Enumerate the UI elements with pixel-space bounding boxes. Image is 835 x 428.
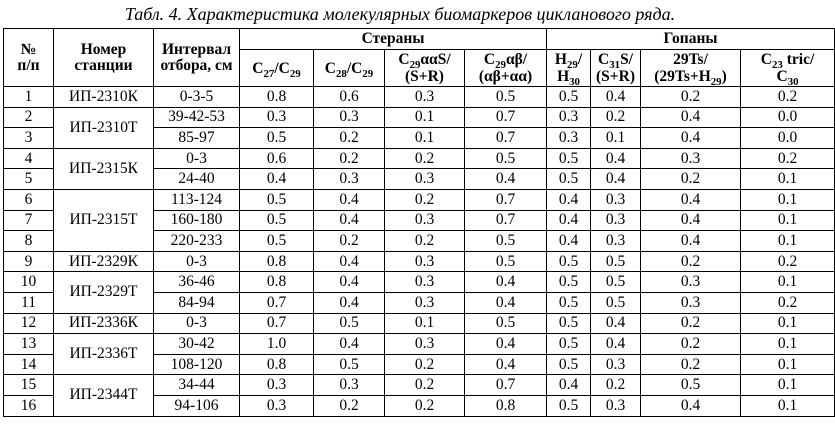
value-cell: 0.2 bbox=[741, 87, 835, 108]
value-cell: 0.4 bbox=[591, 87, 641, 108]
value-cell: 0.4 bbox=[641, 210, 741, 231]
value-cell: 0.2 bbox=[385, 148, 465, 169]
table-row bbox=[4, 251, 835, 272]
value-cell: 0.6 bbox=[240, 148, 314, 169]
biomarker-table bbox=[3, 28, 835, 417]
value-cell: 0.5 bbox=[591, 272, 641, 293]
value-cell: 0.2 bbox=[385, 375, 465, 396]
value-cell: 0.5 bbox=[240, 189, 314, 210]
value-cell: 0.5 bbox=[547, 354, 591, 375]
row-number: 6 bbox=[4, 189, 54, 210]
value-cell: 0.8 bbox=[240, 251, 314, 272]
value-cell: 0.4 bbox=[641, 107, 741, 128]
value-cell: 0.2 bbox=[314, 128, 385, 149]
interval-cell: 24-40 bbox=[154, 169, 240, 190]
value-cell: 0.1 bbox=[741, 334, 835, 355]
value-cell: 0.7 bbox=[240, 313, 314, 334]
value-cell: 0.5 bbox=[547, 292, 591, 313]
value-cell: 0.2 bbox=[591, 375, 641, 396]
table-row bbox=[4, 148, 835, 169]
value-cell: 0.0 bbox=[741, 107, 835, 128]
value-cell: 0.4 bbox=[465, 272, 547, 293]
value-cell: 0.3 bbox=[591, 231, 641, 252]
value-cell: 0.3 bbox=[314, 107, 385, 128]
interval-cell: 160-180 bbox=[154, 210, 240, 231]
table-row bbox=[4, 272, 835, 293]
row-number: 5 bbox=[4, 169, 54, 190]
value-cell: 0.2 bbox=[641, 169, 741, 190]
value-cell: 0.4 bbox=[591, 334, 641, 355]
row-number: 8 bbox=[4, 231, 54, 252]
station-name: ИП-2344Т bbox=[54, 375, 154, 416]
value-cell: 0.3 bbox=[240, 107, 314, 128]
value-cell: 0.3 bbox=[641, 272, 741, 293]
value-cell: 0.8 bbox=[240, 87, 314, 108]
value-cell: 0.5 bbox=[591, 251, 641, 272]
row-number: 1 bbox=[4, 87, 54, 108]
interval-cell: 36-46 bbox=[154, 272, 240, 293]
value-cell: 0.2 bbox=[385, 395, 465, 416]
value-cell: 0.4 bbox=[465, 354, 547, 375]
value-cell: 0.1 bbox=[741, 272, 835, 293]
row-number: 3 bbox=[4, 128, 54, 149]
station-name: ИП-2310Т bbox=[54, 107, 154, 148]
interval-cell: 0-3 bbox=[154, 251, 240, 272]
value-cell: 0.2 bbox=[385, 354, 465, 375]
table-row bbox=[4, 87, 835, 108]
value-cell: 0.2 bbox=[314, 395, 385, 416]
value-cell: 0.5 bbox=[314, 354, 385, 375]
header-sterane-col-3: $C_{29}\alpha\alpha S/$ (S+R) bbox=[385, 50, 465, 87]
station-name: ИП-2315К bbox=[54, 148, 154, 189]
value-cell: 0.5 bbox=[547, 169, 591, 190]
value-cell: 0.3 bbox=[385, 169, 465, 190]
value-cell: 0.3 bbox=[385, 251, 465, 272]
station-name: ИП-2336Т bbox=[54, 334, 154, 375]
value-cell: 0.7 bbox=[465, 128, 547, 149]
value-cell: 0.2 bbox=[314, 148, 385, 169]
row-number: 7 bbox=[4, 210, 54, 231]
value-cell: 0.5 bbox=[240, 231, 314, 252]
value-cell: 0.5 bbox=[591, 292, 641, 313]
row-number: 9 bbox=[4, 251, 54, 272]
station-name: ИП-2336К bbox=[54, 313, 154, 334]
value-cell: 0.3 bbox=[314, 375, 385, 396]
value-cell: 0.5 bbox=[547, 251, 591, 272]
value-cell: 0.4 bbox=[314, 292, 385, 313]
value-cell: 0.4 bbox=[314, 272, 385, 293]
value-cell: 0.2 bbox=[741, 251, 835, 272]
value-cell: 0.4 bbox=[314, 189, 385, 210]
value-cell: 0.2 bbox=[385, 231, 465, 252]
value-cell: 0.8 bbox=[465, 395, 547, 416]
value-cell: 0.3 bbox=[641, 292, 741, 313]
value-cell: 0.4 bbox=[547, 231, 591, 252]
row-number: 4 bbox=[4, 148, 54, 169]
header-hopane-col-3: 29Ts/ $(29Ts+H_{29})$ bbox=[641, 50, 741, 87]
value-cell: 0.3 bbox=[591, 189, 641, 210]
table-row bbox=[4, 334, 835, 355]
value-cell: 0.5 bbox=[465, 251, 547, 272]
value-cell: 0.5 bbox=[240, 210, 314, 231]
value-cell: 0.5 bbox=[547, 313, 591, 334]
station-name: ИП-2329К bbox=[54, 251, 154, 272]
value-cell: 0.4 bbox=[591, 148, 641, 169]
value-cell: 0.1 bbox=[741, 354, 835, 375]
value-cell: 1.0 bbox=[240, 334, 314, 355]
header-station: Номер станции bbox=[54, 29, 154, 87]
value-cell: 0.4 bbox=[314, 251, 385, 272]
table-caption: Табл. 4. Характеристика молекулярных биомаркеров цикланового ряда. bbox=[124, 4, 676, 24]
station-name: ИП-2315Т bbox=[54, 189, 154, 251]
value-cell: 0.5 bbox=[240, 128, 314, 149]
value-cell: 0.2 bbox=[741, 292, 835, 313]
value-cell: 0.2 bbox=[314, 231, 385, 252]
interval-cell: 0-3 bbox=[154, 313, 240, 334]
interval-cell: 84-94 bbox=[154, 292, 240, 313]
station-name: ИП-2329Т bbox=[54, 272, 154, 313]
value-cell: 0.6 bbox=[314, 87, 385, 108]
value-cell: 0.1 bbox=[591, 128, 641, 149]
row-number: 2 bbox=[4, 107, 54, 128]
value-cell: 0.5 bbox=[641, 375, 741, 396]
station-name: ИП-2310К bbox=[54, 87, 154, 108]
value-cell: 0.7 bbox=[465, 210, 547, 231]
value-cell: 0.4 bbox=[591, 313, 641, 334]
interval-cell: 85-97 bbox=[154, 128, 240, 149]
interval-cell: 34-44 bbox=[154, 375, 240, 396]
value-cell: 0.4 bbox=[591, 169, 641, 190]
value-cell: 0.7 bbox=[465, 375, 547, 396]
row-number: 15 bbox=[4, 375, 54, 396]
value-cell: 0.1 bbox=[741, 189, 835, 210]
value-cell: 0.1 bbox=[741, 169, 835, 190]
value-cell: 0.4 bbox=[240, 169, 314, 190]
value-cell: 0.2 bbox=[641, 313, 741, 334]
value-cell: 0.5 bbox=[547, 334, 591, 355]
value-cell: 0.3 bbox=[385, 292, 465, 313]
row-number: 10 bbox=[4, 272, 54, 293]
value-cell: 0.4 bbox=[465, 334, 547, 355]
row-number: 13 bbox=[4, 334, 54, 355]
value-cell: 0.5 bbox=[547, 148, 591, 169]
value-cell: 0.5 bbox=[465, 313, 547, 334]
value-cell: 0.7 bbox=[240, 292, 314, 313]
value-cell: 0.2 bbox=[641, 87, 741, 108]
header-hopane-col-4: $C_{23}$ tric/ $C_{30}$ bbox=[741, 50, 835, 87]
header-interval: Интервал отбора, см bbox=[154, 29, 240, 87]
value-cell: 0.3 bbox=[385, 272, 465, 293]
interval-cell: 0-3-5 bbox=[154, 87, 240, 108]
value-cell: 0.1 bbox=[741, 395, 835, 416]
value-cell: 0.5 bbox=[465, 231, 547, 252]
value-cell: 0.3 bbox=[314, 169, 385, 190]
header-sterane-col-1: $C_{27}/C_{29}$ bbox=[240, 50, 314, 87]
interval-cell: 39-42-53 bbox=[154, 107, 240, 128]
interval-cell: 108-120 bbox=[154, 354, 240, 375]
value-cell: 0.3 bbox=[385, 334, 465, 355]
header-hopane-col-1: $H_{29}/$ $H_{30}$ bbox=[547, 50, 591, 87]
table-row bbox=[4, 313, 835, 334]
value-cell: 0.7 bbox=[465, 107, 547, 128]
row-number: 12 bbox=[4, 313, 54, 334]
value-cell: 0.3 bbox=[641, 148, 741, 169]
interval-cell: 220-233 bbox=[154, 231, 240, 252]
table-row bbox=[4, 375, 835, 396]
value-cell: 0.4 bbox=[465, 292, 547, 313]
header-number: № п/п bbox=[4, 29, 54, 87]
row-number: 14 bbox=[4, 354, 54, 375]
value-cell: 0.0 bbox=[741, 128, 835, 149]
value-cell: 0.4 bbox=[547, 189, 591, 210]
interval-cell: 30-42 bbox=[154, 334, 240, 355]
value-cell: 0.5 bbox=[547, 395, 591, 416]
value-cell: 0.3 bbox=[591, 210, 641, 231]
value-cell: 0.2 bbox=[641, 251, 741, 272]
value-cell: 0.2 bbox=[641, 334, 741, 355]
value-cell: 0.8 bbox=[240, 354, 314, 375]
value-cell: 0.4 bbox=[641, 128, 741, 149]
value-cell: 0.3 bbox=[591, 354, 641, 375]
value-cell: 0.1 bbox=[741, 210, 835, 231]
row-number: 16 bbox=[4, 395, 54, 416]
value-cell: 0.4 bbox=[641, 231, 741, 252]
value-cell: 0.4 bbox=[314, 210, 385, 231]
value-cell: 0.5 bbox=[547, 272, 591, 293]
value-cell: 0.3 bbox=[547, 107, 591, 128]
row-number: 11 bbox=[4, 292, 54, 313]
value-cell: 0.1 bbox=[385, 128, 465, 149]
value-cell: 0.7 bbox=[465, 189, 547, 210]
interval-cell: 0-3 bbox=[154, 148, 240, 169]
value-cell: 0.4 bbox=[547, 375, 591, 396]
value-cell: 0.1 bbox=[741, 313, 835, 334]
value-cell: 0.1 bbox=[385, 313, 465, 334]
value-cell: 0.8 bbox=[240, 272, 314, 293]
value-cell: 0.3 bbox=[240, 395, 314, 416]
value-cell: 0.2 bbox=[385, 189, 465, 210]
table-row bbox=[4, 107, 835, 128]
header-hopane-col-2: $C_{31}S/$ (S+R) bbox=[591, 50, 641, 87]
header-sterane-col-4: $C_{29}\alpha\beta/$ (αβ+αα) bbox=[465, 50, 547, 87]
value-cell: 0.1 bbox=[385, 107, 465, 128]
value-cell: 0.5 bbox=[465, 87, 547, 108]
header-hopanes: Гопаны bbox=[547, 29, 835, 50]
value-cell: 0.2 bbox=[591, 107, 641, 128]
header-steranes: Стераны bbox=[240, 29, 547, 50]
interval-cell: 94-106 bbox=[154, 395, 240, 416]
value-cell: 0.4 bbox=[465, 169, 547, 190]
value-cell: 0.2 bbox=[741, 148, 835, 169]
value-cell: 0.4 bbox=[641, 189, 741, 210]
value-cell: 0.5 bbox=[465, 148, 547, 169]
value-cell: 0.2 bbox=[641, 354, 741, 375]
value-cell: 0.5 bbox=[314, 313, 385, 334]
table-row bbox=[4, 189, 835, 210]
value-cell: 0.1 bbox=[741, 231, 835, 252]
value-cell: 0.1 bbox=[741, 375, 835, 396]
value-cell: 0.4 bbox=[641, 395, 741, 416]
value-cell: 0.5 bbox=[547, 87, 591, 108]
value-cell: 0.3 bbox=[240, 375, 314, 396]
value-cell: 0.3 bbox=[547, 128, 591, 149]
value-cell: 0.3 bbox=[385, 87, 465, 108]
header-sterane-col-2: $C_{28}/C_{29}$ bbox=[314, 50, 385, 87]
value-cell: 0.4 bbox=[314, 334, 385, 355]
value-cell: 0.4 bbox=[547, 210, 591, 231]
value-cell: 0.3 bbox=[591, 395, 641, 416]
interval-cell: 113-124 bbox=[154, 189, 240, 210]
value-cell: 0.3 bbox=[385, 210, 465, 231]
